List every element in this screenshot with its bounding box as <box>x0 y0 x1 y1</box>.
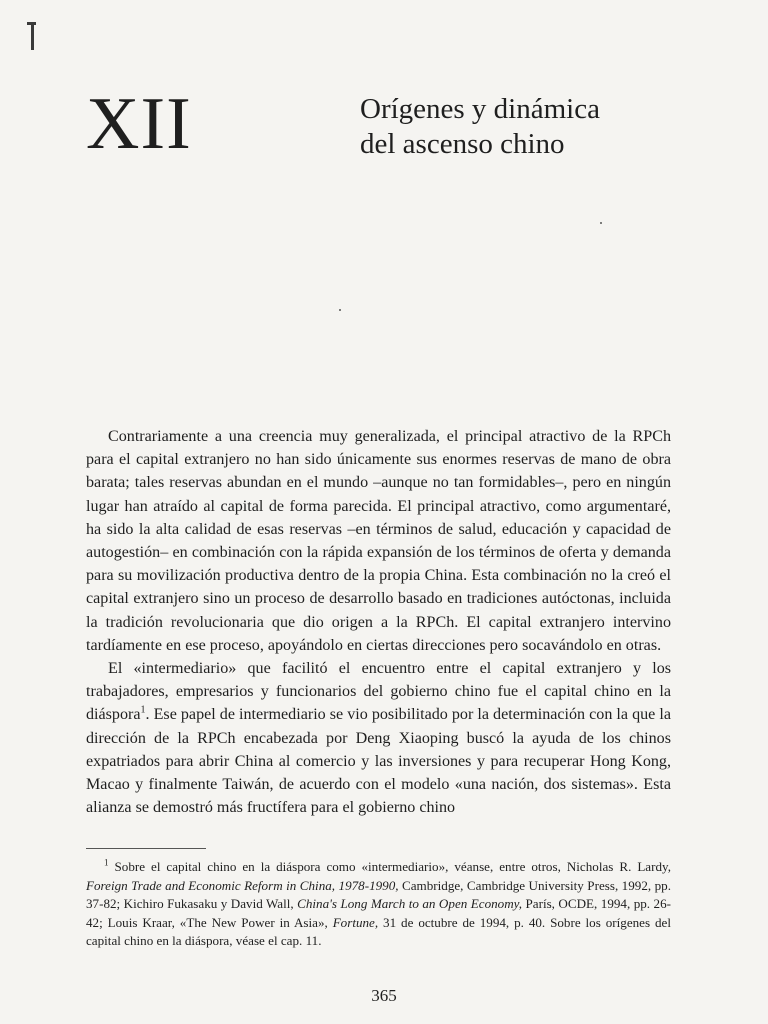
footnote-text: Sobre el capital chino en la diáspora como «intermediario», véanse, entre otros, Nicholas R. Lardy, <box>114 859 672 874</box>
footnote-journal-title: Fortune, <box>332 914 379 930</box>
scan-speck <box>600 222 602 224</box>
chapter-number: XII <box>86 83 192 165</box>
page-number: 365 <box>371 986 397 1005</box>
footnote-marker: 1 <box>104 857 109 868</box>
chapter-title-line-1: Orígenes y dinámica <box>360 93 600 125</box>
footnote-book-title: Foreign Trade and Economic Reform in China, 1978-1990, <box>86 877 399 893</box>
footnote-book-title: China's Long March to an Open Economy, <box>297 896 523 912</box>
footnote <box>86 858 671 951</box>
scan-speck <box>339 309 341 311</box>
footnote-reference: 1 <box>140 705 146 717</box>
footnote-text: París, OCDE, 1994, pp. 26-42; Louis Kraar, «The New Power in Asia», <box>86 896 671 930</box>
scan-corner-mark <box>31 22 34 50</box>
paragraph-2 <box>86 657 671 819</box>
paragraph-2-text-b: . Ese papel de intermediario se vio posibilitado por la determinación con la que la dirección de la RPCh encabezada por Deng Xiaoping buscó la ayuda de los chinos expatriados para abrir China al comercio y las inversiones y para recuperar Hong Kong, Macao y finalmente Taiwán, de acuerdo con el modelo «una nación, dos sistemas». Esta alianza se demostró más fructífera para el gobierno chino <box>86 706 671 817</box>
paragraph-1: Contrariamente a una creencia muy generalizada, el principal atractivo de la RPCh para el capital extranjero no han sido únicamente sus enormes reservas de mano de obra barata; tales reservas abundan en el mundo –aunque no tan formidables–, pero en ningún lugar han atraído al capital de forma parecida. El principal atractivo, como argumentaré, ha sido la alta calidad de esas reservas –en términos de salud, educación y capacidad de autogestión– en combinación con la rápida expansión de los términos de oferta y demanda para su movilización productiva dentro de la propia China. Esta combinación no la creó el capital extranjero sino un proceso de desarrollo basado en tradiciones autóctonas, incluida la tradición revolucionaria que dio origen a la RPCh. El capital extranjero intervino tardíamente en ese proceso, apoyándolo en ciertas direcciones pero socavándolo en otras. <box>86 428 671 654</box>
footnote-divider <box>86 848 206 849</box>
footnote-1 <box>86 858 671 951</box>
chapter-title <box>360 92 600 162</box>
footnote-text: 31 de octubre de 1994, p. 40. Sobre los orígenes del capital chino en la diáspora, véase el cap. 11. <box>86 914 671 949</box>
paragraph-2-text-a: El «intermediario» que facilitó el encuentro entre el capital extranjero y los trabajadores, empresarios y funcionarios del gobierno chino fue el capital chino en la diáspora <box>86 660 671 724</box>
main-text <box>86 425 671 819</box>
footnote-text: Cambridge, Cambridge University Press, 1992, pp. 37-82; Kichiro Fukasaku y David Wall, <box>86 877 671 912</box>
chapter-title-line-2: del ascenso chino <box>360 128 565 160</box>
